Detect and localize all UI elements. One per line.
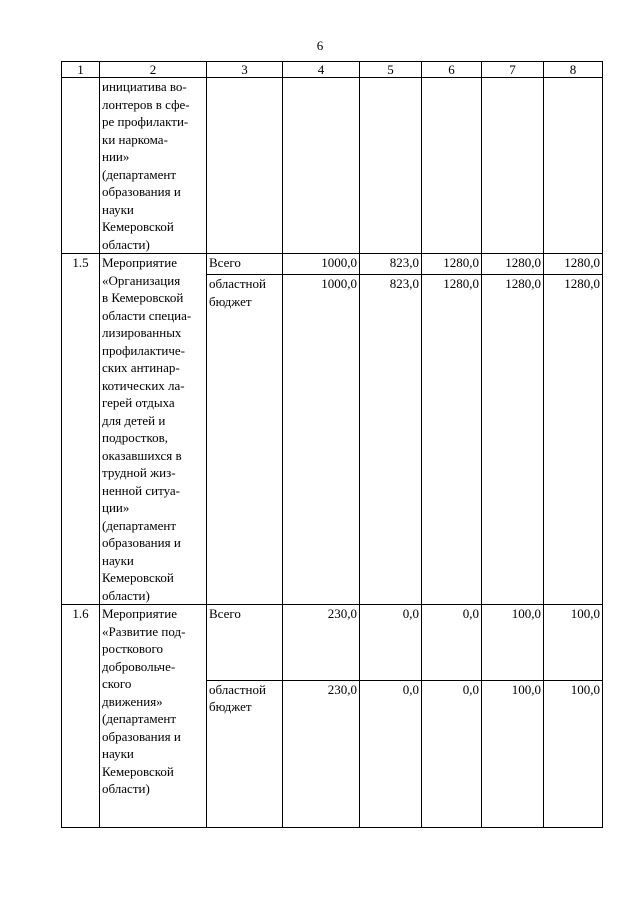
cell [544,78,603,254]
cell [360,78,422,254]
table-row [62,605,603,681]
cell [207,78,283,254]
header-row [62,62,603,78]
value-cell: 100,0 [482,605,544,681]
cell [62,78,100,254]
value-cell: 1280,0 [544,254,603,275]
value-cell: 1280,0 [482,254,544,275]
value-cell: 0,0 [422,605,482,681]
value-cell: 0,0 [360,680,422,827]
cell [422,78,482,254]
value-cell: 1280,0 [422,275,482,605]
value-cell: 230,0 [283,680,360,827]
value-cell: 1280,0 [482,275,544,605]
value-cell: 0,0 [422,680,482,827]
value-cell: 100,0 [544,680,603,827]
program-table [61,61,603,828]
continuation-row [62,78,603,254]
value-cell: 823,0 [360,254,422,275]
value-cell: 100,0 [482,680,544,827]
col-header-2: 2 [100,62,207,78]
col-header-3: 3 [207,62,283,78]
value-cell: 1280,0 [422,254,482,275]
col-header-8: 8 [544,62,603,78]
measure-description: Мероприятие «Организация в Кемеровской области специа- лизированных профилактиче- ских антинар- котических ла- герей отдыха для детей и подростков, оказавшихся в трудной жиз- ненной ситуа- ции» (департамент образования и науки Кемеровской области) [100,254,207,605]
value-cell: 230,0 [283,605,360,681]
source-label-total: Всего [207,605,283,681]
cell [482,78,544,254]
col-header-1: 1 [62,62,100,78]
col-header-7: 7 [482,62,544,78]
row-number: 1.6 [62,605,100,828]
col-header-6: 6 [422,62,482,78]
value-cell: 1280,0 [544,275,603,605]
table-row [62,254,603,275]
value-cell: 100,0 [544,605,603,681]
measure-description: Мероприятие «Развитие под- росткового добровольче- ского движения» (департамент образования и науки Кемеровской области) [100,605,207,828]
continuation-text: инициатива во- лонтеров в сфе- ре профилакти- ки наркома- нии» (департамент образования и науки Кемеровской области) [100,78,207,254]
source-label-budget: областной бюджет [207,680,283,827]
value-cell: 0,0 [360,605,422,681]
page-number: 6 [316,38,324,53]
col-header-5: 5 [360,62,422,78]
col-header-4: 4 [283,62,360,78]
row-number: 1.5 [62,254,100,605]
value-cell: 1000,0 [283,254,360,275]
source-label-budget: областной бюджет [207,275,283,605]
cell [283,78,360,254]
source-label-total: Всего [207,254,283,275]
value-cell: 823,0 [360,275,422,605]
value-cell: 1000,0 [283,275,360,605]
